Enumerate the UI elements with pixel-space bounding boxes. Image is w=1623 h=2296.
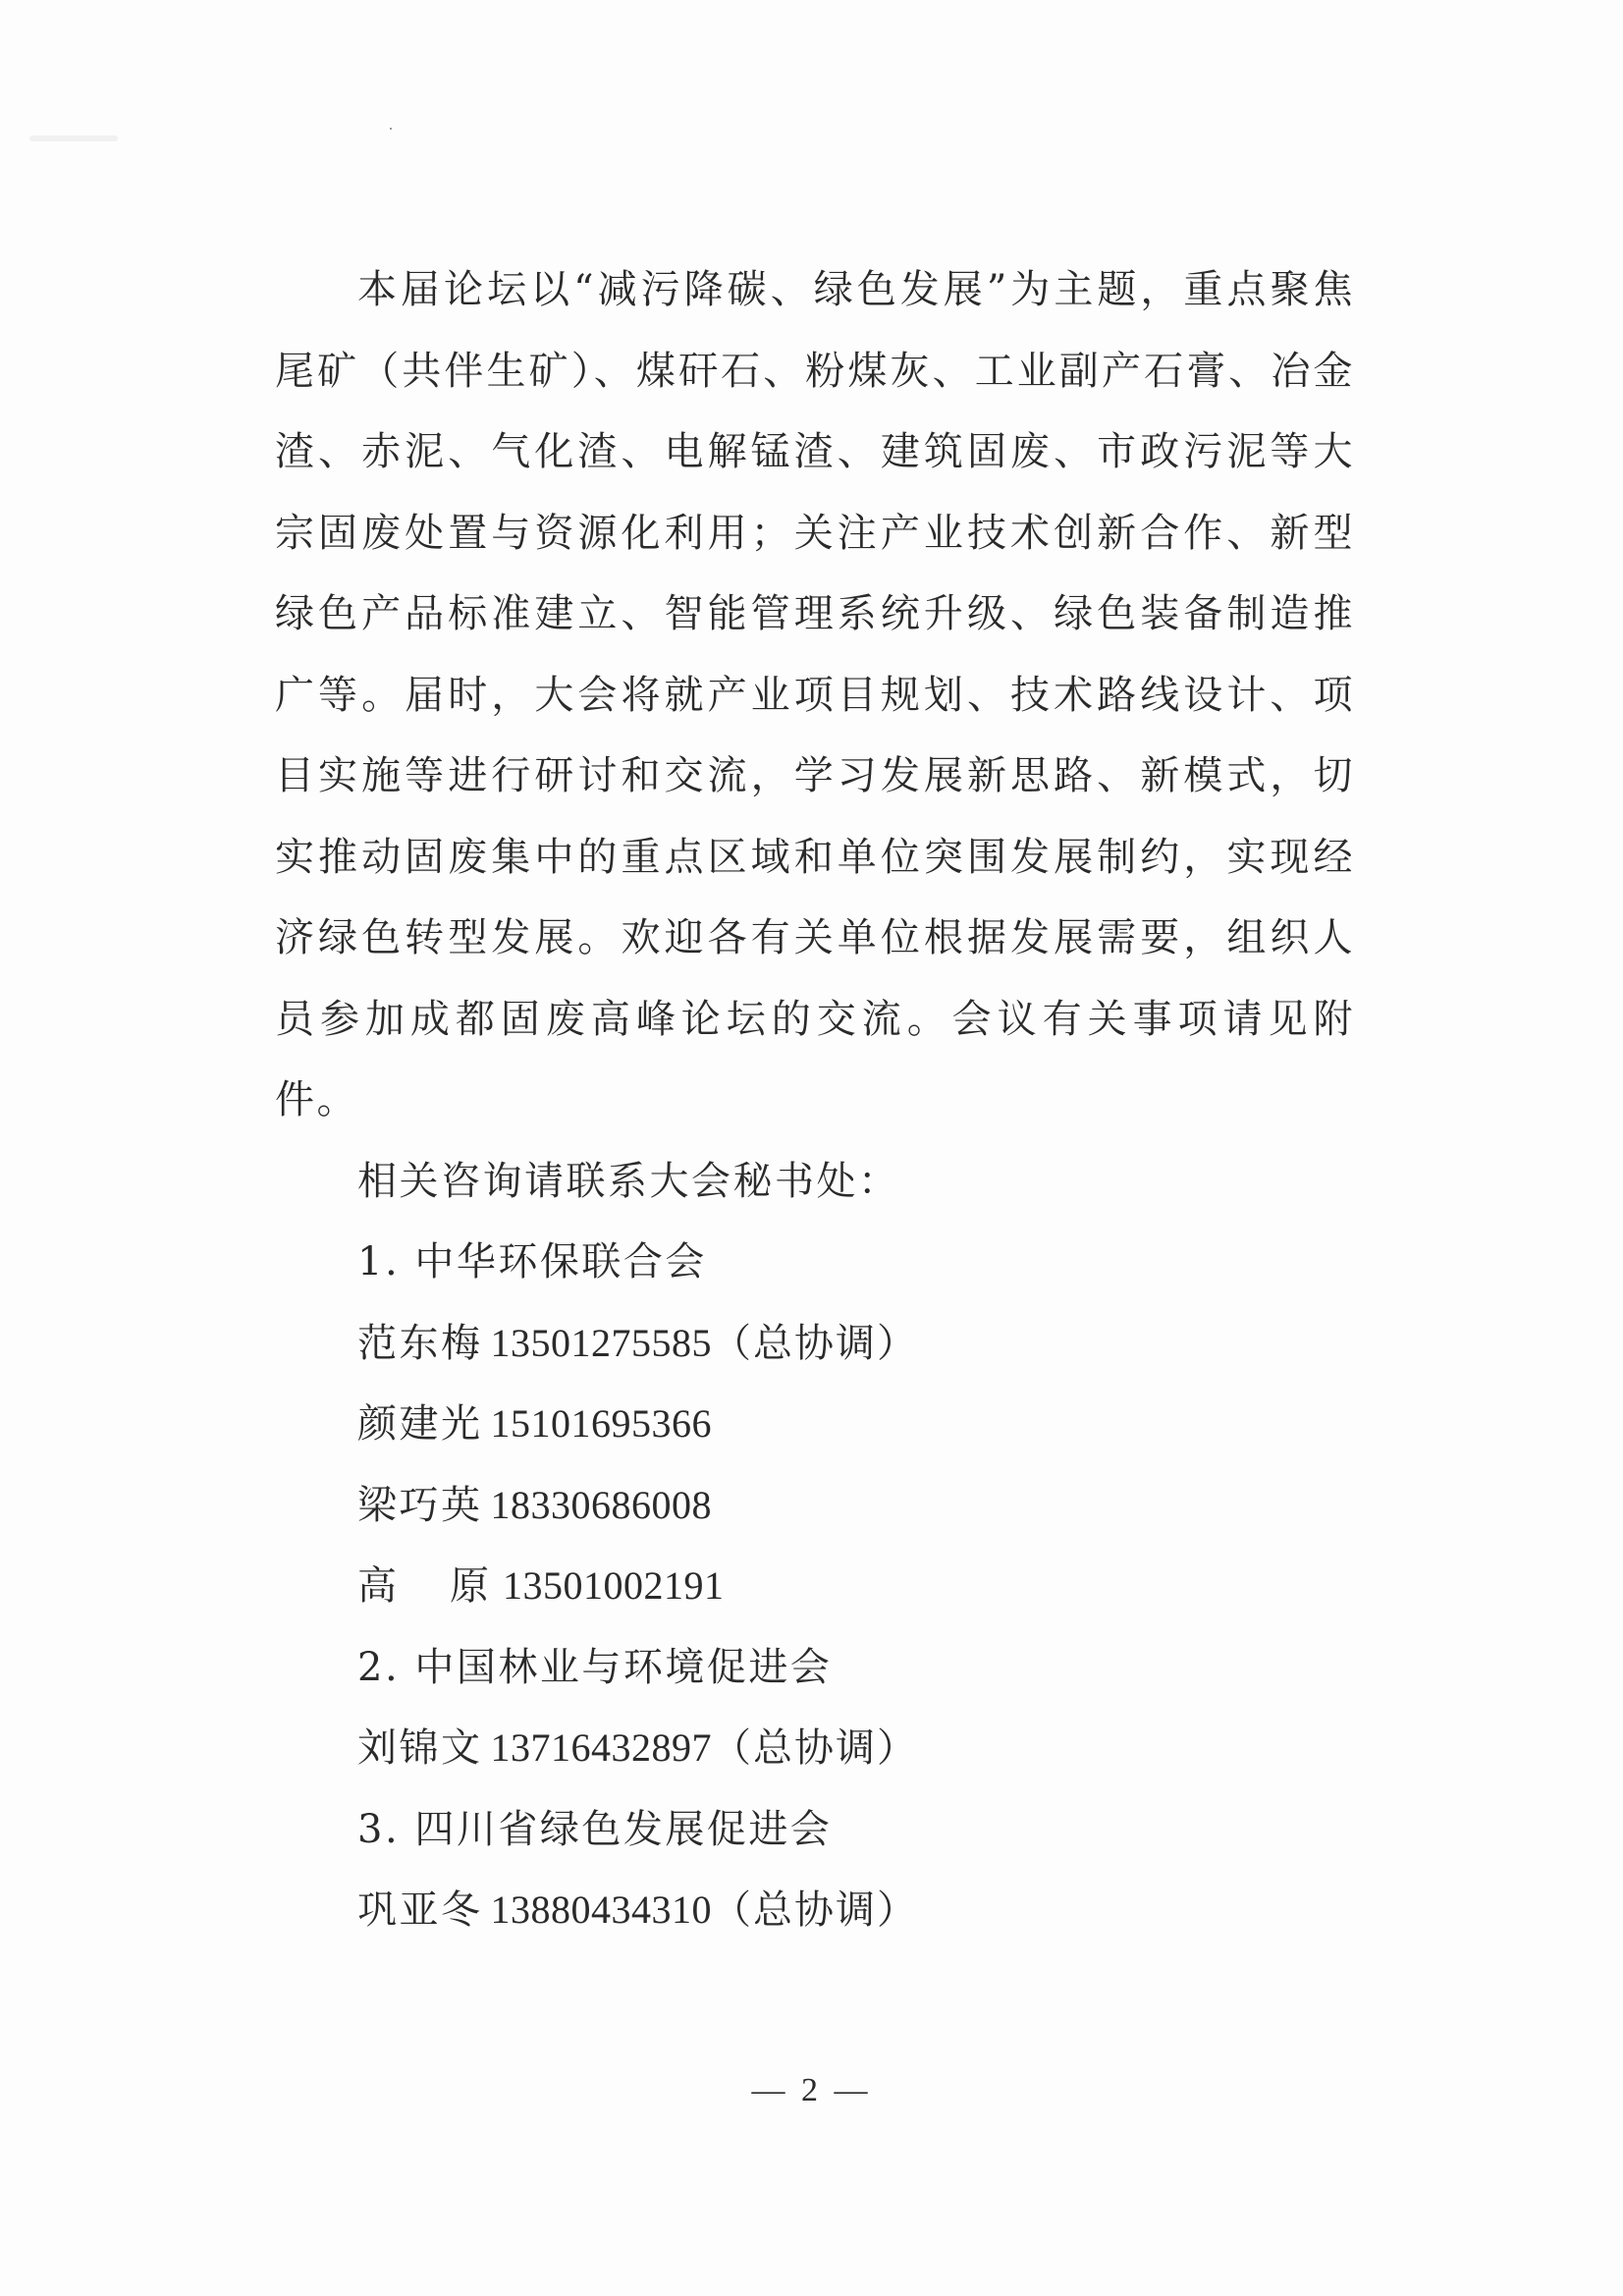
contact-name: 梁巧英	[357, 1482, 483, 1528]
organization-heading: 3. 四川省绿色发展促进会	[357, 1806, 833, 1852]
contact-phone: 18330686008	[490, 1482, 712, 1527]
scan-artifact	[29, 136, 118, 141]
contact-name: 巩亚冬	[357, 1887, 483, 1933]
contact-name: 范东梅	[357, 1320, 483, 1366]
contact-role: （总协调）	[712, 1320, 918, 1366]
contact-name: 刘锦文	[357, 1725, 483, 1771]
contact-row	[275, 1384, 1355, 1465]
contact-phone: 13716432897	[490, 1725, 712, 1770]
contact-row	[275, 1708, 1355, 1789]
contact-row	[275, 1465, 1355, 1547]
contact-role: （总协调）	[712, 1725, 918, 1771]
document-body	[275, 249, 1355, 1951]
contact-intro: 相关咨询请联系大会秘书处：	[357, 1158, 900, 1204]
contact-role: （总协调）	[712, 1887, 918, 1933]
contact-phone: 13501002191	[503, 1563, 725, 1608]
contact-name: 高原	[357, 1563, 542, 1609]
organization-heading: 1. 中华环保联合会	[357, 1239, 707, 1285]
contact-phone: 13880434310	[490, 1887, 712, 1932]
contact-row	[275, 1546, 1355, 1627]
organization-heading: 2. 中国林业与环境促进会	[357, 1644, 833, 1690]
contact-row	[275, 1870, 1355, 1951]
body-paragraph: 本届论坛以“减污降碳、绿色发展”为主题，重点聚焦尾矿（共伴生矿）、煤矸石、粉煤灰、工业副产石膏、冶金渣、赤泥、气化渣、电解锰渣、建筑固废、市政污泥等大宗固废处置与资源化利用；关注产业技术创新合作、新型绿色产品标准建立、智能管理系统升级、绿色装备制造推广等。届时，大会将就产业项目规划、技术路线设计、项目实施等进行研讨和交流，学习发展新思路、新模式，切实推动固废集中的重点区域和单位突围发展制约，实现经济绿色转型发展。欢迎各有关单位根据发展需要，组织人员参加成都固废高峰论坛的交流。会议有关事项请见附件。	[275, 267, 1355, 1122]
page-number: — 2 —	[751, 2072, 872, 2108]
contact-row	[275, 1303, 1355, 1385]
contact-phone: 15101695366	[490, 1401, 712, 1446]
contact-name: 颜建光	[357, 1401, 483, 1447]
scan-dust	[390, 128, 392, 130]
contact-phone: 13501275585	[490, 1320, 712, 1365]
